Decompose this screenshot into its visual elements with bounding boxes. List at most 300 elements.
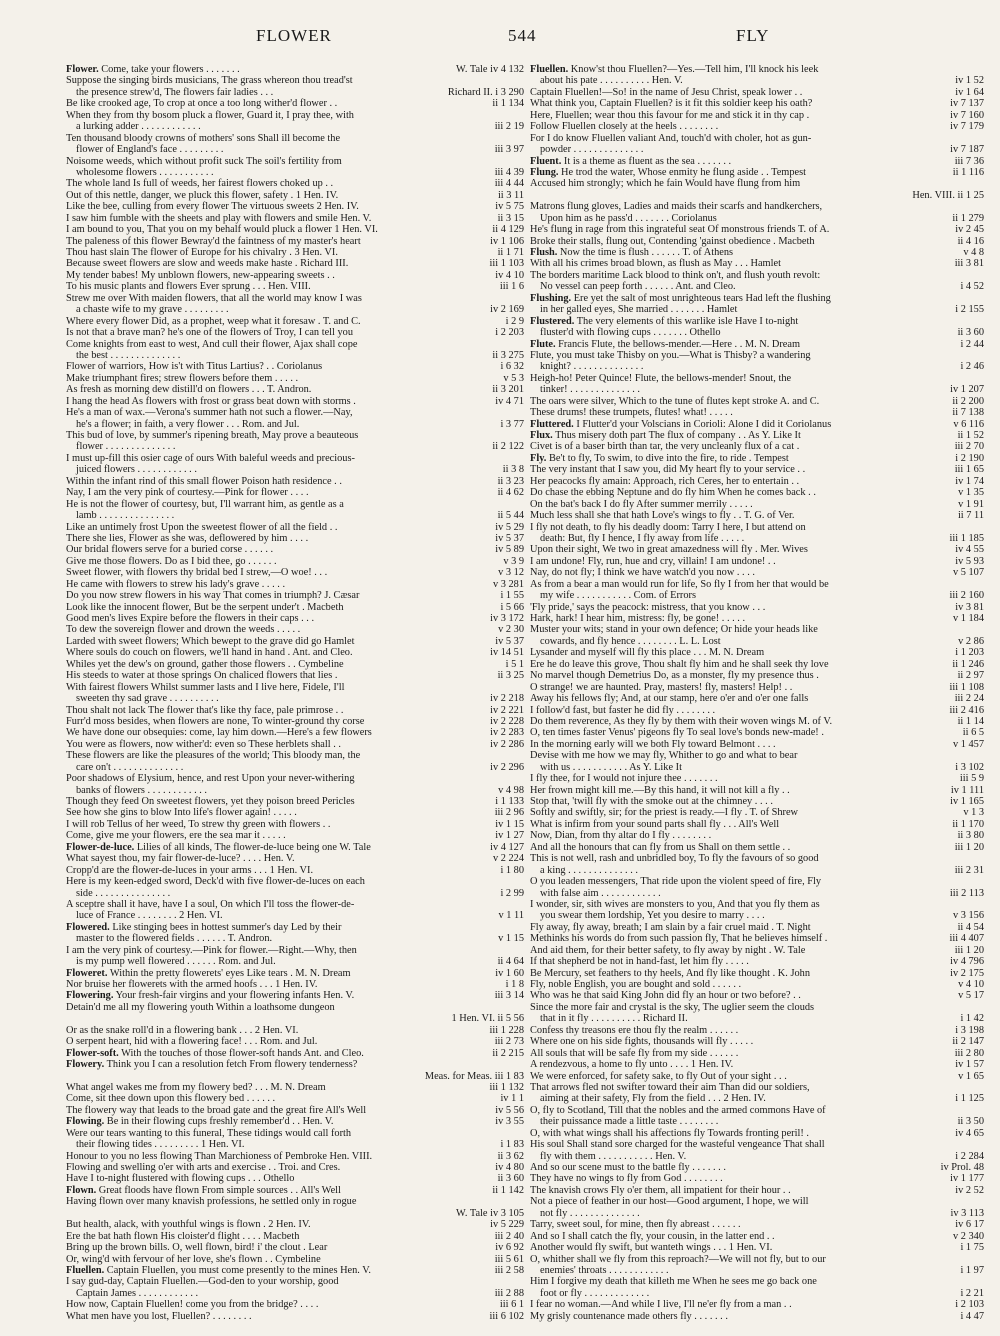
entry-line (530, 522, 984, 533)
entry-reference: ii 4 64 (495, 956, 524, 967)
entry-line (66, 1276, 524, 1287)
entry-line (530, 327, 984, 338)
entry-line (530, 956, 984, 967)
entry-text: Were our tears wanting to this funeral, These tidings would call forth (66, 1127, 352, 1139)
entry-text: Follow Fluellen closely at the heels . . . . . . . . (530, 121, 719, 133)
entry-line (530, 613, 984, 624)
entry-reference: i 3 198 (952, 1025, 984, 1036)
entry-line (530, 785, 984, 796)
entry-line (66, 773, 524, 784)
entry-text: Suppose the singing birds musicians, The grass whereon thou tread'st (66, 75, 353, 87)
entry-line (66, 1151, 524, 1162)
entry-text: These drums! these trumpets, flutes! what! . . . . . (530, 407, 733, 419)
entry-reference: iv 2 296 (487, 762, 524, 773)
entry-reference: ii 2 97 (955, 670, 984, 681)
entry-line (66, 430, 524, 441)
entry-text: And aid them, for their better safety, to fly away by night . W. Tale (530, 944, 806, 956)
entry-line (530, 510, 984, 521)
entry-reference: iv 1 1 (497, 1093, 524, 1104)
entry-text: Have I to-night flustered with flowing cups . . . Othello (66, 1173, 295, 1185)
entry-line (530, 842, 984, 853)
entry-reference: v 1 3 (960, 807, 984, 818)
entry-line (66, 1254, 524, 1265)
entry-reference: iv 1 64 (952, 87, 984, 98)
entry-line (530, 1162, 984, 1173)
entry-line (530, 1116, 984, 1127)
entry-line (530, 602, 984, 613)
entry-text: Ere he do leave this grove, Thou shalt fly him and he shall seek thy love (530, 658, 829, 670)
entry-line (530, 213, 984, 224)
entry-text: is my pump well flowered . . . . . . Rom. and Jul. (76, 956, 276, 968)
entry-text: Fluellen. Captain Fluellen, you must come presently to the mines Hen. V. (66, 1264, 372, 1276)
entry-text: in her galled eyes, She married . . . . . . . Hamlet (540, 304, 738, 316)
entry-text: What think you, Captain Fluellen? is it fit this soldier keep his oath? (530, 98, 813, 110)
entry-line (530, 98, 984, 109)
entry-reference: v 3 12 (495, 567, 524, 578)
entry-line (66, 133, 524, 144)
entry-reference: iii 7 36 (952, 156, 984, 167)
entry-reference: ii 4 62 (495, 487, 524, 498)
entry-text: Her peacocks fly amain: Approach, rich Ceres, her to entertain . . (530, 475, 800, 487)
entry-line (530, 830, 984, 841)
entry-line (530, 419, 984, 430)
entry-text: See how she gins to blow Into life's flower again! . . . . . (66, 807, 297, 819)
entry-reference: 1 Hen. VI. ii 5 56 (449, 1013, 525, 1024)
entry-text: a king . . . . . . . . . . . . . . (540, 864, 638, 876)
entry-reference: i 2 9 (503, 316, 524, 327)
entry-reference: Richard II. i 3 290 (445, 87, 524, 98)
entry-reference: iv 5 93 (952, 556, 984, 567)
entry-line (530, 590, 984, 601)
entry-text: master to the flowered fields . . . . . . T. Andron. (76, 933, 273, 945)
entry-line (66, 990, 524, 1001)
entry-reference: ii 4 54 (955, 922, 984, 933)
entry-reference: iv 4 10 (492, 270, 524, 281)
entry-reference: iv 5 75 (492, 201, 524, 212)
entry-reference: i 2 103 (952, 1299, 984, 1310)
entry-text: Make triumphant fires; strew flowers before them . . . . . (66, 372, 299, 384)
entry-line (66, 361, 524, 372)
entry-text: Within the infant rind of this small flower Poison hath residence . . (66, 475, 342, 487)
entry-line (530, 705, 984, 716)
entry-text: I fear no woman.—And while I live, I'll ne'er fly from a man . . (530, 1299, 792, 1311)
entry-text: powder . . . . . . . . . . . . . . (540, 144, 644, 156)
entry-line (530, 1151, 984, 1162)
entry-reference: i 3 77 (497, 419, 524, 430)
entry-reference: iv 1 111 (948, 785, 984, 796)
entry-line (66, 1299, 524, 1310)
entry-reference: iv 5 29 (492, 522, 524, 533)
entry-reference: i 6 32 (497, 361, 524, 372)
entry-reference: i 5 1 (503, 659, 524, 670)
entry-reference: iv 14 51 (487, 647, 524, 658)
entry-line (530, 876, 984, 887)
entry-line (66, 167, 524, 178)
entry-reference: v 3 281 (490, 579, 524, 590)
entry-text: O strange! we are haunted. Pray, masters! fly, masters! Help! . . (530, 681, 793, 693)
entry-line (530, 293, 984, 304)
entry-text: Flustered. The very elements of this warlike isle Have I to-night (530, 315, 799, 327)
entry-reference: v 3 9 (500, 556, 524, 567)
entry-text: Nay, I am the very pink of courtesy.—Pink for flower . . . . (66, 487, 309, 499)
entry-text: Broke their stalls, flung out, Contending 'gainst obedience . Macbeth (530, 235, 815, 247)
entry-line (530, 121, 984, 132)
entry-line (66, 956, 524, 967)
entry-reference: ii 3 275 (489, 350, 524, 361)
entry-reference: ii 6 5 (960, 727, 984, 738)
entry-reference: iii 1 65 (952, 464, 984, 475)
entry-text: Strew me over With maiden flowers, that all the world may know I was (66, 292, 362, 304)
entry-reference: iv 4 65 (952, 1128, 984, 1139)
entry-line (66, 1242, 524, 1253)
entry-reference: i 1 203 (952, 647, 984, 658)
entry-line (530, 1093, 984, 1104)
entry-text: Be Mercury, set feathers to thy heels, And fly like thought . K. John (530, 967, 810, 979)
entry-text: Heigh-ho! Peter Quince! Flute, the bellows-mender! Snout, the (530, 372, 792, 384)
entry-line (66, 1116, 524, 1127)
entry-text: Honour to you no less flowing Than Marchioness of Pembroke Hen. VIII. (66, 1150, 373, 1162)
entry-line (530, 682, 984, 693)
entry-text: O, ten times faster Venus' pigeons fly To seal love's bonds new-made! . (530, 727, 824, 739)
entry-reference: ii 1 116 (950, 167, 984, 178)
entry-reference: iv 2 45 (952, 224, 984, 235)
entry-line (66, 1219, 524, 1230)
entry-line (530, 807, 984, 818)
entry-reference: iii 4 407 (947, 933, 984, 944)
entry-text: Poor shadows of Elysium, hence, and rest Upon your never-withering (66, 773, 355, 785)
entry-line (66, 670, 524, 681)
entry-text: Cropp'd are the flower-de-luces in your arms . . . 1 Hen. VI. (66, 864, 314, 876)
entry-reference: iii 1 185 (947, 533, 984, 544)
entry-line (530, 1071, 984, 1082)
entry-text: Who was he that said King John did fly an hour or two before? . . (530, 990, 801, 1002)
entry-reference: iv 6 92 (492, 1242, 524, 1253)
entry-text: The borders maritime Lack blood to think on't, and flush youth revolt: (530, 269, 821, 281)
entry-text: flower . . . . . . . . . . . . . . (76, 441, 176, 453)
entry-text: Sweet flower, with flowers thy bridal bed I strew,—O woe! . . . (66, 567, 328, 579)
entry-line (66, 590, 524, 601)
entry-text: I fly not death, to fly his deadly doom: Tarry I here, I but attend on (530, 521, 806, 533)
entry-text: Flung. He trod the water, Whose enmity he flung aside . . Tempest (530, 166, 806, 178)
entry-text: side . . . . . . . . . . . . . . . (76, 887, 171, 899)
entry-line (530, 716, 984, 727)
entry-line (66, 75, 524, 86)
entry-text: That arrows fled not swifter toward their aim Than did our soldiers, (530, 1081, 810, 1093)
entry-line (530, 544, 984, 555)
entry-reference: i 2 155 (952, 304, 984, 315)
entry-line (530, 739, 984, 750)
entry-line (66, 213, 524, 224)
entry-reference: iii 1 132 (487, 1082, 524, 1093)
entry-line (66, 258, 524, 269)
entry-line (66, 1173, 524, 1184)
entry-line (530, 224, 984, 235)
entry-text: Furr'd moss besides, when flowers are none, To winter-ground thy corse (66, 715, 365, 727)
entry-text: What sayest thou, my fair flower-de-luce? . . . . Hen. V. (66, 853, 295, 865)
entry-line (66, 727, 524, 738)
entry-line (66, 316, 524, 327)
entry-reference: iv 3 113 (947, 1208, 984, 1219)
entry-line (66, 613, 524, 624)
entry-line (530, 396, 984, 407)
entry-reference: v 1 11 (496, 910, 524, 921)
entry-line (66, 819, 524, 830)
entry-line (66, 716, 524, 727)
entry-text: The knavish crows Fly o'er them, all impatient for their hour . . (530, 1184, 791, 1196)
entry-reference: iii 1 108 (947, 682, 984, 693)
entry-text: Give me those flowers. Do as I bid thee, go . . . . . . (66, 555, 277, 567)
entry-text: Fly away, fly away, breath; I am slain by a fair cruel maid . T. Night (530, 921, 811, 933)
entry-reference: i 2 284 (952, 1151, 984, 1162)
entry-text: His soul Shall stand sore charged for the wasteful vengeance That shall (530, 1139, 825, 1151)
entry-text: His steeds to water at those springs On chaliced flowers that lies . (66, 670, 338, 682)
entry-line (530, 979, 984, 990)
entry-text: knight? . . . . . . . . . . . . . . (540, 361, 644, 373)
entry-reference: v 1 184 (950, 613, 984, 624)
entry-text: Hark, hark! I hear him, mistress: fly, be gone! . . . . . (530, 613, 746, 624)
entry-reference: ii 3 201 (489, 384, 524, 395)
entry-text: their flowing tides . . . . . . . . . 1 Hen. VI. (76, 1139, 245, 1151)
entry-line (66, 293, 524, 304)
entry-reference: v 5 107 (950, 567, 984, 578)
entry-line (530, 476, 984, 487)
entry-line (530, 373, 984, 384)
entry-text: sweeten thy sad grave . . . . . . . . . . (76, 693, 219, 705)
entry-line (66, 1025, 524, 1036)
header-right-word: FLY (736, 26, 770, 45)
entry-line (530, 133, 984, 144)
entry-text: Is not that a brave man? he's one of the flowers of Troy, I can tell you (66, 327, 354, 339)
entry-reference: i 1 97 (957, 1265, 984, 1276)
entry-line (530, 1173, 984, 1184)
entry-line (66, 190, 524, 201)
entry-text: To his music plants and flowers Ever sprung . . . Hen. VIII. (66, 281, 311, 293)
entry-line (530, 441, 984, 452)
entry-line (66, 830, 524, 841)
entry-line (530, 1128, 984, 1139)
entry-line (66, 64, 524, 75)
entry-line (530, 670, 984, 681)
entry-text: flower of England's face . . . . . . . . . (76, 144, 224, 156)
entry-text: Good men's lives Expire before the flowers in their caps . . . (66, 613, 315, 624)
entry-line (66, 693, 524, 704)
entry-text: Confess thy treasons ere thou fly the realm . . . . . . (530, 1024, 739, 1036)
entry-reference: i 2 44 (957, 339, 984, 350)
entry-line (66, 201, 524, 212)
entry-line (66, 807, 524, 818)
entry-text: Where souls do couch on flowers, we'll hand in hand . Ant. and Cleo. (66, 647, 353, 659)
entry-line (66, 419, 524, 430)
entry-line (530, 167, 984, 178)
entry-reference: i 1 125 (952, 1093, 984, 1104)
entry-text: Flute. Francis Flute, the bellows-mender.—Here . . M. N. Dream (530, 338, 801, 350)
entry-line (66, 487, 524, 498)
entry-text: with us . . . . . . . . . . . As Y. Like It (540, 761, 682, 773)
entry-line (530, 178, 984, 189)
entry-line (66, 1139, 524, 1150)
entry-reference: i 1 55 (497, 590, 524, 601)
entry-text: When they from thy bosom pluck a flower, Guard it, I pray thee, with (66, 109, 354, 121)
entry-line (530, 990, 984, 1001)
entry-text: No vessel can peep forth . . . . . . Ant. and Cleo. (540, 281, 736, 293)
entry-text: Devise with me how we may fly, Whither to go and what to bear (530, 750, 798, 762)
entry-reference: iv 5 37 (492, 533, 524, 544)
entry-text: Flowering. Your fresh-fair virgins and your flowering infants Hen. V. (66, 990, 355, 1002)
entry-reference: iv 2 175 (947, 968, 984, 979)
entry-text: I must up-fill this osier cage of ours With baleful weeds and precious- (66, 452, 355, 464)
entry-line (66, 682, 524, 693)
entry-line (530, 659, 984, 670)
entry-text: He's a man of wax.—Verona's summer hath not such a flower.—Nay, (66, 407, 353, 419)
entry-line (530, 1105, 984, 1116)
entry-line (66, 567, 524, 578)
entry-reference: iii 2 58 (492, 1265, 524, 1276)
entry-reference: ii 1 14 (955, 716, 984, 727)
entry-reference: v 2 224 (490, 853, 524, 864)
entry-text: This is not well, rash and unbridled boy, To fly the favours of so good (530, 853, 819, 865)
entry-text: What men have you lost, Fluellen? . . . . . . . . (66, 1310, 252, 1322)
right-column (530, 64, 984, 1322)
entry-reference: ii 2 147 (949, 1036, 984, 1047)
entry-text: Floweret. Within the pretty flowerets' eyes Like tears . M. N. Dream (66, 967, 351, 979)
entry-text: tinker! . . . . . . . . . . . . . . (540, 384, 640, 396)
entry-text: banks of flowers . . . . . . . . . . . . (76, 784, 208, 796)
entry-reference: v 1 35 (955, 487, 984, 498)
entry-line (66, 1185, 524, 1196)
entry-line (66, 464, 524, 475)
entry-line (66, 1048, 524, 1059)
entry-text: There she lies, Flower as she was, deflowered by him . . . . (66, 532, 309, 544)
entry-line (66, 796, 524, 807)
entry-line (530, 201, 984, 212)
entry-text: not fly . . . . . . . . . . . . . . (540, 1207, 640, 1219)
entry-text: You were as flowers, now wither'd: even so These herblets shall . . (66, 738, 341, 750)
entry-line (66, 579, 524, 590)
entry-reference: iii 2 40 (492, 1231, 524, 1242)
entry-reference: iii 3 81 (952, 258, 984, 269)
entry-text: The paleness of this flower Bewray'd the faintness of my master's heart (66, 235, 361, 247)
entry-reference: iv 2 283 (487, 727, 524, 738)
entry-reference: iv 1 106 (487, 236, 524, 247)
entry-reference: iv 7 179 (947, 121, 984, 132)
entry-reference: i 1 75 (957, 1242, 984, 1253)
entry-reference: v 3 156 (950, 910, 984, 921)
entry-reference: iv 4 127 (487, 842, 524, 853)
entry-line (530, 945, 984, 956)
entry-reference: iii 2 31 (952, 865, 984, 876)
entry-text: 'Fly pride,' says the peacock: mistress, that you know . . . (530, 601, 766, 613)
entry-text: care on't . . . . . . . . . . . . . . (76, 761, 184, 773)
entry-reference: i 2 203 (492, 327, 524, 338)
entry-line (530, 1082, 984, 1093)
entry-line (66, 98, 524, 109)
entry-line (66, 556, 524, 567)
entry-line (530, 762, 984, 773)
entry-reference: ii 3 25 (495, 670, 524, 681)
entry-text: On the bat's back I do fly After summer merrily . . . . . (530, 498, 753, 510)
entry-line (530, 304, 984, 315)
entry-text: I hang the head As flowers with frost or grass beat down with storms . (66, 395, 356, 407)
entry-line (530, 773, 984, 784)
entry-reference: v 4 98 (495, 785, 524, 796)
entry-reference: iv 1 165 (947, 796, 984, 807)
entry-line (66, 304, 524, 315)
entry-text: No marvel though Demetrius Do, as a monster, fly my presence thus . (530, 670, 819, 682)
entry-text: foot or fly . . . . . . . . . . . . . (540, 1287, 650, 1299)
entry-text: he's a flower; in faith, a very flower . . . Rom. and Jul. (76, 418, 300, 430)
entry-text: the best . . . . . . . . . . . . . . (76, 349, 181, 361)
entry-line (66, 968, 524, 979)
entry-line (530, 533, 984, 544)
entry-reference: iv 4 55 (952, 544, 984, 555)
entry-line (530, 281, 984, 292)
entry-text: with false aim . . . . . . . . . . . . (540, 887, 661, 899)
entry-line (66, 888, 524, 899)
entry-reference: v 4 10 (955, 979, 984, 990)
entry-line (66, 1093, 524, 1104)
entry-line (66, 110, 524, 121)
entry-text: Bring up the brown bills. O, well flown, bird! i' the clout . Lear (66, 1242, 328, 1254)
entry-reference: ii 1 170 (949, 819, 984, 830)
entry-text: lamb . . . . . . . . . . . . . . . (76, 510, 175, 522)
entry-reference: ii 4 129 (489, 224, 524, 235)
entry-text: Nay, do not fly; I think we have watch'd you now . . . . (530, 567, 755, 579)
entry-text: I say gud-day, Captain Fluellen.—God-den to your worship, good (66, 1276, 339, 1288)
entry-reference: ii 3 23 (495, 476, 524, 487)
entry-reference: i 4 52 (957, 281, 984, 292)
entry-text: Come, give me your flowers, ere the sea mar it . . . . . (66, 830, 286, 842)
entry-line (530, 361, 984, 372)
entry-line (530, 75, 984, 86)
entry-reference: iii 2 160 (947, 590, 984, 601)
entry-line (530, 247, 984, 258)
entry-reference: ii 3 60 (495, 1173, 524, 1184)
entry-line (530, 236, 984, 247)
entry-line (66, 1082, 524, 1093)
entry-line (66, 441, 524, 452)
entry-reference: iv 1 60 (492, 968, 524, 979)
entry-text: This bud of love, by summer's ripening breath, May prove a beauteous (66, 430, 359, 441)
entry-line (66, 1105, 524, 1116)
entry-reference: iii 2 96 (492, 807, 524, 818)
entry-reference: v 5 3 (500, 373, 524, 384)
entry-text: Flower. Come, take your flowers . . . . . . . (66, 64, 240, 75)
entry-reference: iv 1 27 (492, 830, 524, 841)
entry-line (66, 350, 524, 361)
entry-reference: iii 6 1 (497, 1299, 524, 1310)
entry-line (530, 384, 984, 395)
entry-text: How now, Captain Fluellen! come you from the bridge? . . . . (66, 1299, 319, 1311)
entry-line (66, 636, 524, 647)
entry-line (530, 87, 984, 98)
entry-line (66, 910, 524, 921)
entry-reference: W. Tale iv 3 105 (453, 1208, 524, 1219)
entry-text: They have no wings to fly from God . . . . . . . . (530, 1173, 723, 1185)
entry-reference: i 2 21 (957, 1288, 984, 1299)
entry-line (66, 373, 524, 384)
entry-reference: iv 1 207 (947, 384, 984, 395)
entry-reference: iii 2 113 (947, 888, 984, 899)
entry-line (66, 1013, 524, 1024)
entry-text: I am bound to you, That you on my behalf would pluck a flower 1 Hen. VI. (66, 224, 378, 236)
entry-line (66, 533, 524, 544)
entry-text: a lurking adder . . . . . . . . . . . . (76, 121, 201, 133)
entry-reference: iv 1 52 (952, 75, 984, 86)
entry-text: My tender babes! My unblown flowers, new-appearing sweets . . (66, 269, 335, 281)
entry-reference: ii 1 142 (489, 1185, 524, 1196)
entry-line (66, 1071, 524, 1082)
entry-reference: iv 2 169 (487, 304, 524, 315)
